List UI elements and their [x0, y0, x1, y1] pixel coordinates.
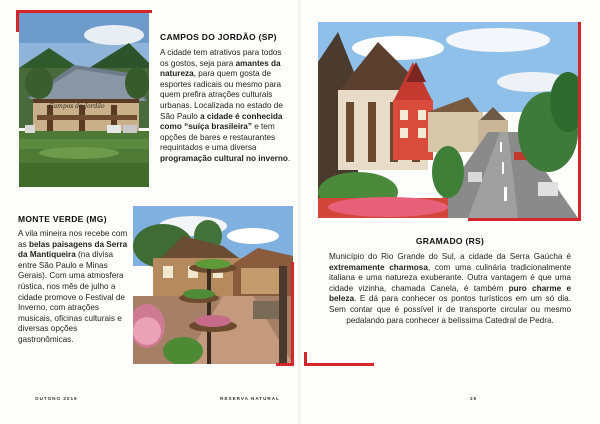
gramado-bold-1: extremamente charmosa	[329, 262, 428, 272]
campos-bold-2: a cidade é conhecida como “suíça brasileira”	[160, 111, 283, 132]
monte-verde-paragraph	[18, 229, 130, 346]
monte-verde-text-1: A vila mineira nos recebe com as	[18, 229, 128, 249]
page-number: 29	[470, 396, 478, 401]
gramado-bold-2: puro charme e beleza	[329, 283, 571, 304]
campos-heading: CAMPOS DO JORDÃO (SP)	[160, 32, 277, 42]
campos-paragraph	[160, 48, 292, 165]
campos-text-1: A cidade tem atrativos para todos os gostos, seja para	[160, 48, 282, 68]
campos-do-jordao-photo	[19, 13, 149, 187]
gramado-text-1: Município do Rio Grande do Sul, a cidade da Serra Gaúcha é	[329, 252, 571, 261]
campos-bold-3: programação cultural no inverno	[160, 153, 288, 163]
center-footer: RESERVA NATURAL	[220, 396, 280, 401]
monte-verde-bold-1: belas paisagens da Serra da Mantiqueira	[18, 239, 128, 260]
monte-verde-photo	[133, 206, 293, 364]
gramado-paragraph	[329, 252, 571, 326]
left-footer: OUTONO 2019	[35, 396, 78, 401]
gramado-text-2: , com uma culinária tradicionalmente italiana e uma natureza exuberante. Outra vantagem é que uma cidade vizinha, chamada Canela, é também	[329, 262, 571, 293]
gramado-text-3: . E dá para conhecer os pontos turísticos em um só dia. Sem contar que é possível ir de transporte circular ou mesmo pedalando para conhecer a belíssima Catedral de Pedra.	[329, 294, 571, 325]
gramado-heading: GRAMADO (RS)	[415, 236, 485, 246]
monte-verde-heading: MONTE VERDE (MG)	[18, 214, 107, 224]
campos-sign-text: Campos do Jordão	[49, 103, 105, 110]
page-gutter	[298, 0, 302, 424]
campos-bold-1: amantes da natureza	[160, 58, 281, 79]
monte-verde-text-2: (na divisa entre São Paulo e Minas Gerais). Com uma atmosfera rústica, nos mês de julho a cidade promove o Festival de Inverno, com atrações musicais, oficinas culturais e diversas opções gastronômicas.	[18, 250, 125, 344]
gramado-photo-frame	[468, 22, 581, 221]
campos-text-2: , para quem gosta de esportes radicais ou mesmo para quem prefira atrações culturais urbanas. Localizada no estado de São Paulo	[160, 69, 283, 121]
gramado-accent-bar	[304, 352, 374, 366]
campos-text-3: e tem opções de bares e restaurantes requintados e uma diversa	[160, 122, 276, 153]
monte-verde-photo-frame	[276, 262, 294, 366]
campos-text-4: .	[287, 153, 291, 163]
